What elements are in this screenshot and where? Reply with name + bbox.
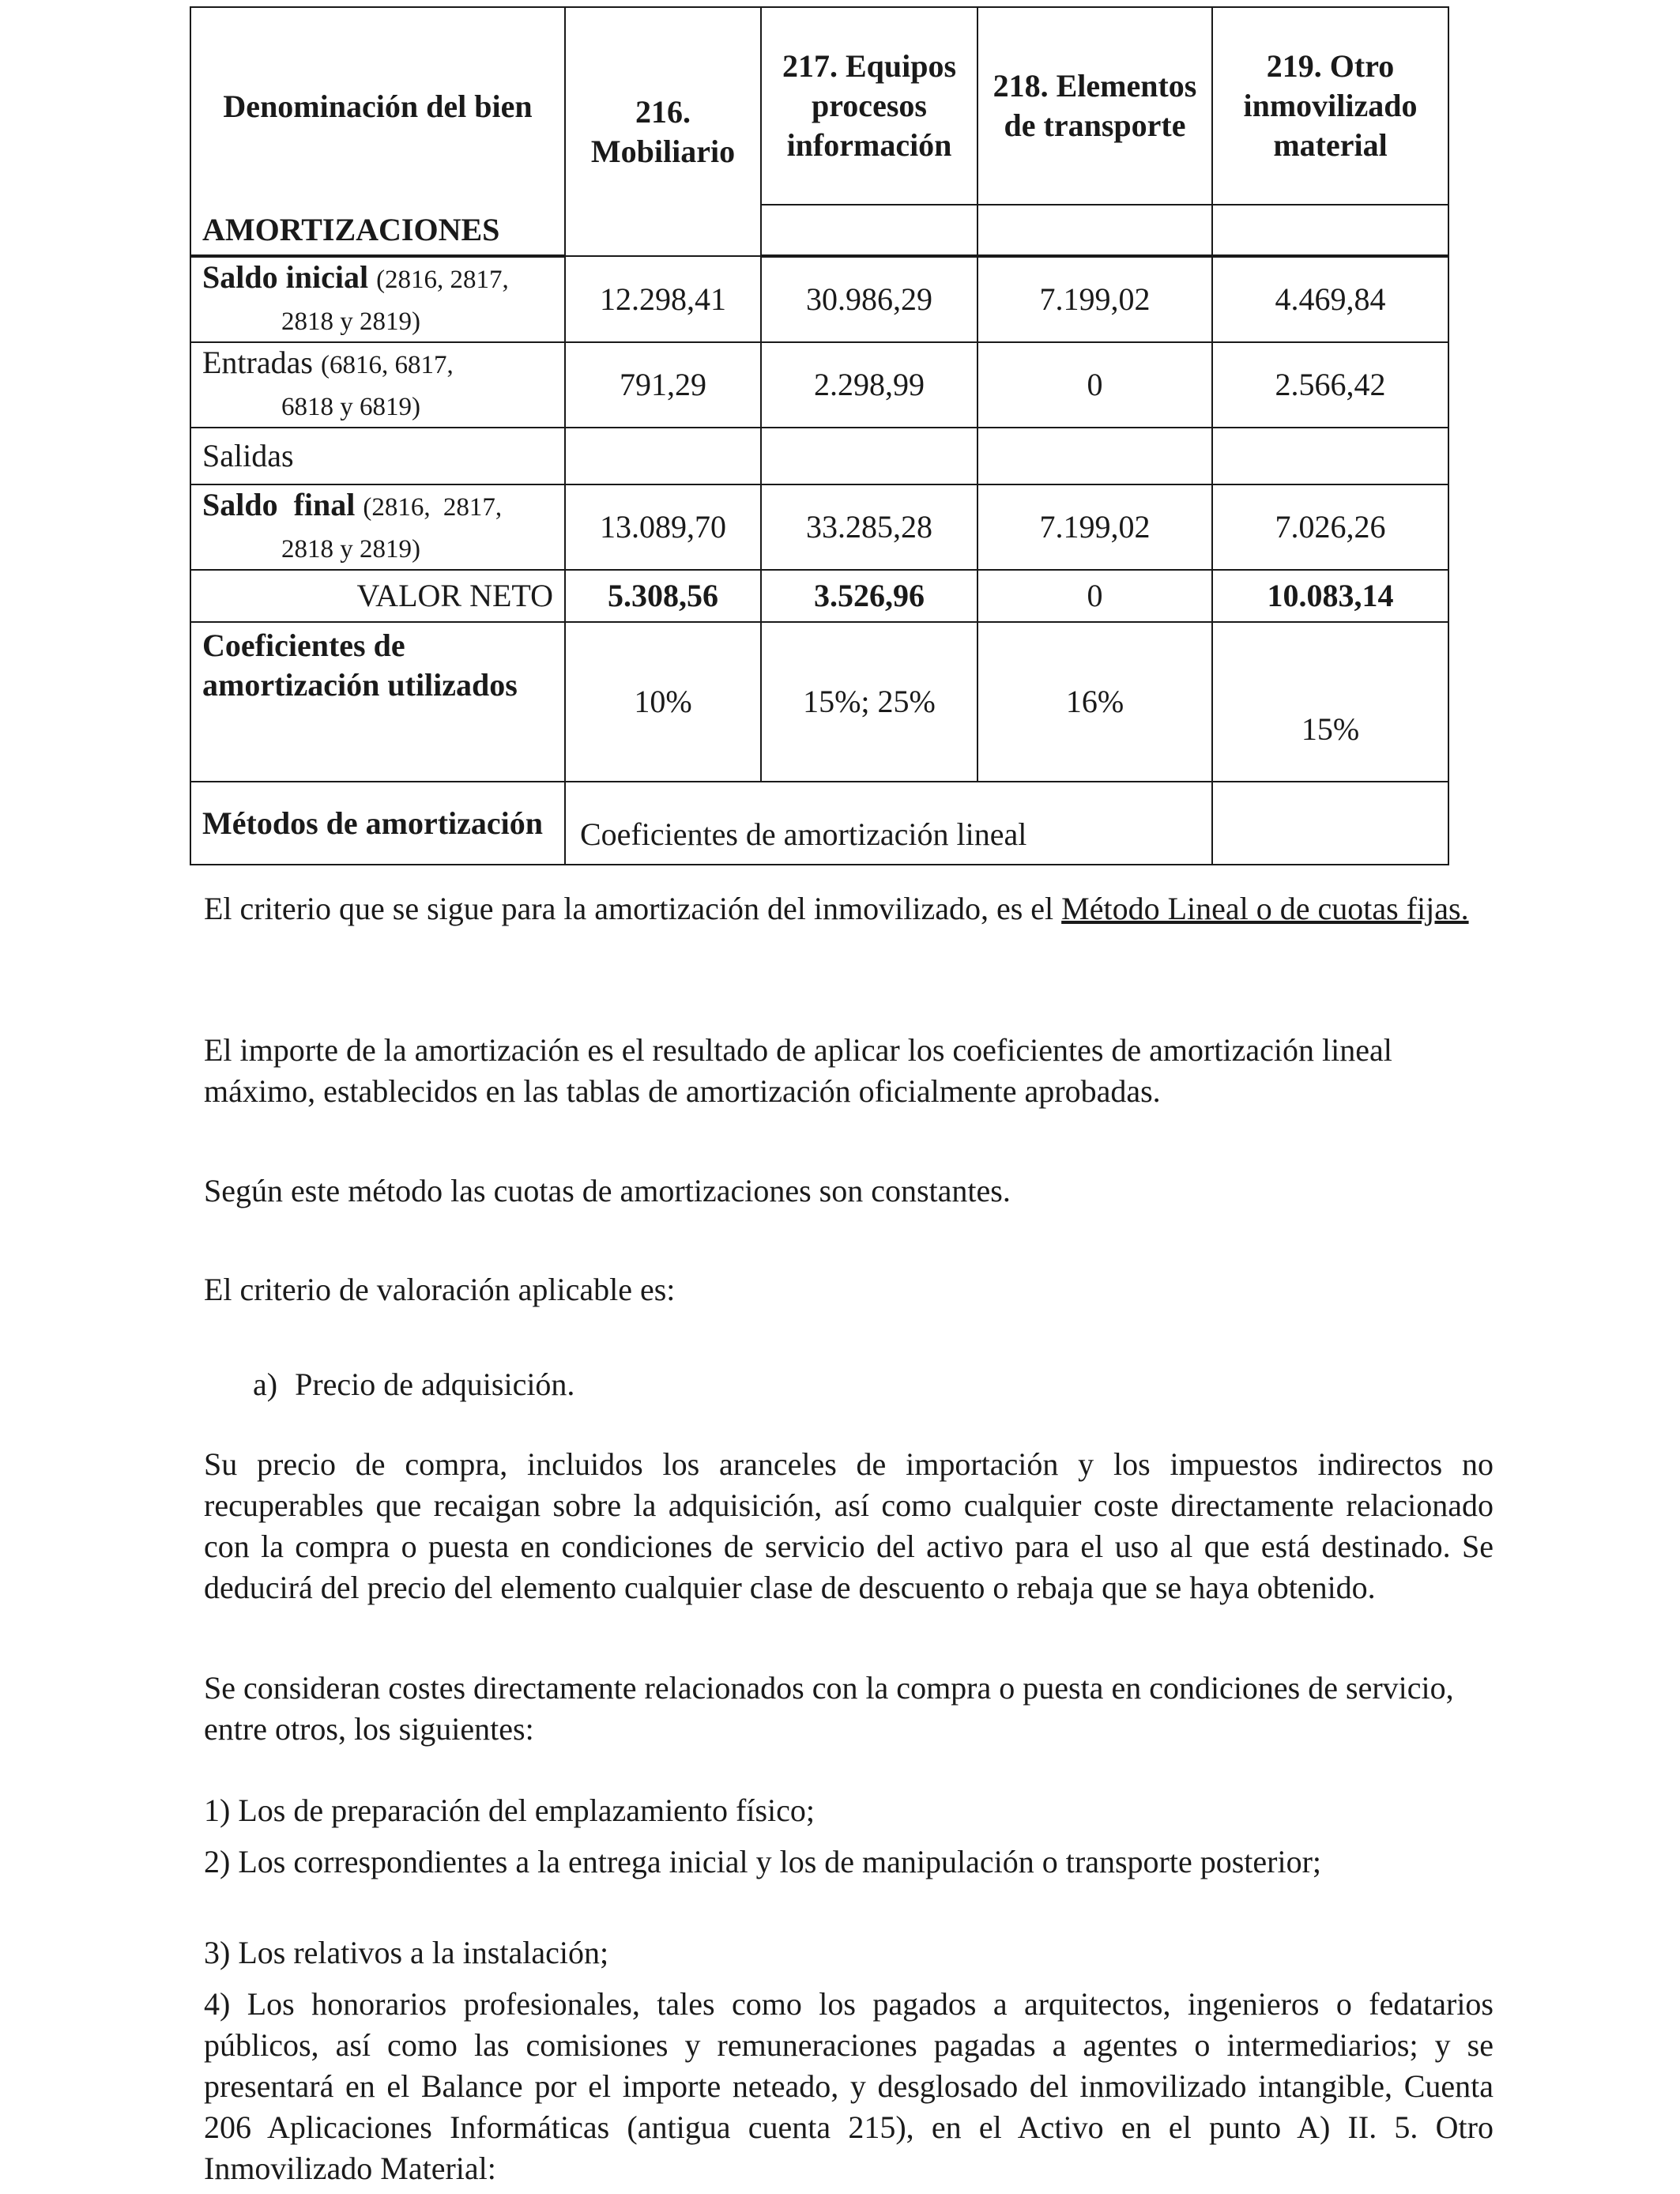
list-item-1: 1) Los de preparación del emplazamiento físico; — [204, 1793, 816, 1828]
row-saldo-inicial — [190, 256, 1448, 342]
header-row — [190, 7, 1448, 205]
cell-saldo-inicial-219: 4.469,84 — [1212, 256, 1448, 342]
header-217: 217. Equipos procesos información — [761, 7, 977, 205]
list-text-a: Precio de adquisición. — [295, 1367, 575, 1402]
header-218: 218. Elementos de transporte — [977, 7, 1212, 205]
row-salidas — [190, 428, 1448, 484]
label-saldo-inicial: Saldo inicial (2816, 2817, 2818 y 2819) — [190, 256, 565, 342]
cell-entradas-217: 2.298,99 — [761, 342, 977, 428]
list-item-4: 4) Los honorarios profesionales, tales como los pagados a arquitectos, ingenieros o fedatarios públicos, así como las comisiones y remuneraciones pagadas a agentes o intermediarios; y se presentará en el Balance por el importe neteado, y desglosado del inmovilizado intangible, Cuenta 206 Aplicaciones Informáticas (antigua cuenta 215), en el Activo en el punto A) II. 5. Otro Inmovilizado Material: — [204, 1986, 1494, 2186]
cell-coef-216: 10% — [565, 622, 761, 782]
paragraph-precio-compra: Su precio de compra, incluidos los aranceles de importación y los impuestos indirectos no recuperables que recaigan sobre la adquisición, así como cualquier coste directamente relacionado con la compra o puesta en condiciones de servicio del activo para el uso al que está destinado. Se deducirá del precio del elemento cualquier clase de descuento o rebaja que se haya obtenido. — [204, 1446, 1494, 1605]
cell-saldo-final-216: 13.089,70 — [565, 484, 761, 570]
list-item-a — [253, 1364, 1543, 1405]
row-metodos — [190, 782, 1448, 865]
cell-valor-neto-216: 5.308,56 — [565, 570, 761, 622]
cell-entradas-219: 2.566,42 — [1212, 342, 1448, 428]
cell-saldo-final-218: 7.199,02 — [977, 484, 1212, 570]
cell-entradas-218: 0 — [977, 342, 1212, 428]
list-marker-a: a) — [253, 1367, 278, 1402]
label-valor-neto: VALOR NETO — [190, 570, 565, 622]
label-metodos: Métodos de amortización — [190, 782, 565, 865]
cell-metodos-value: Coeficientes de amortización lineal — [565, 782, 1212, 865]
paragraph-importe: El importe de la amortización es el resultado de aplicar los coeficientes de amortización lineal máximo, establecidos en las tablas de amortización oficialmente aprobadas. — [204, 1032, 1392, 1109]
cell-valor-neto-219: 10.083,14 — [1212, 570, 1448, 622]
cell-entradas-216: 791,29 — [565, 342, 761, 428]
cell-saldo-inicial-218: 7.199,02 — [977, 256, 1212, 342]
header-denominacion: Denominación del bien — [190, 7, 565, 205]
header-219: 219. Otro inmovilizado material — [1212, 7, 1448, 205]
label-entradas: Entradas (6816, 6817, 6818 y 6819) — [190, 342, 565, 428]
paragraph-valoracion: El criterio de valoración aplicable es: — [204, 1272, 676, 1307]
section-amortizaciones: AMORTIZACIONES — [190, 205, 565, 256]
paragraph-metodo: Según este método las cuotas de amortizaciones son constantes. — [204, 1173, 1011, 1208]
header-216: 216. Mobiliario — [565, 7, 761, 256]
cell-saldo-final-219: 7.026,26 — [1212, 484, 1448, 570]
label-coeficientes: Coeficientes de amortización utilizados — [190, 622, 565, 782]
list-item-2: 2) Los correspondientes a la entrega inicial y los de manipulación o transporte posterior; — [204, 1844, 1322, 1879]
paragraph-criterio: El criterio que se sigue para la amortización del inmovilizado, es el Método Lineal o de cuotas fijas. — [204, 891, 1469, 926]
section-row — [190, 205, 1448, 256]
row-saldo-final — [190, 484, 1448, 570]
cell-coef-217: 15%; 25% — [761, 622, 977, 782]
cell-valor-neto-217: 3.526,96 — [761, 570, 977, 622]
cell-saldo-final-217: 33.285,28 — [761, 484, 977, 570]
cell-coef-218: 16% — [977, 622, 1212, 782]
cell-saldo-inicial-217: 30.986,29 — [761, 256, 977, 342]
paragraph-costes: Se consideran costes directamente relacionados con la compra o puesta en condiciones de servicio, entre otros, los siguientes: — [204, 1670, 1454, 1747]
cell-valor-neto-218: 0 — [977, 570, 1212, 622]
amortization-table — [190, 6, 1449, 865]
row-valor-neto — [190, 570, 1448, 622]
cell-saldo-inicial-216: 12.298,41 — [565, 256, 761, 342]
cell-coef-219: 15% — [1212, 622, 1448, 782]
label-salidas: Salidas — [190, 428, 565, 484]
label-saldo-final: Saldo final (2816, 2817, 2818 y 2819) — [190, 484, 565, 570]
row-coeficientes — [190, 622, 1448, 782]
list-item-3: 3) Los relativos a la instalación; — [204, 1935, 609, 1970]
row-entradas — [190, 342, 1448, 428]
metodo-lineal-underlined: Método Lineal o de cuotas fijas. — [1061, 891, 1469, 926]
